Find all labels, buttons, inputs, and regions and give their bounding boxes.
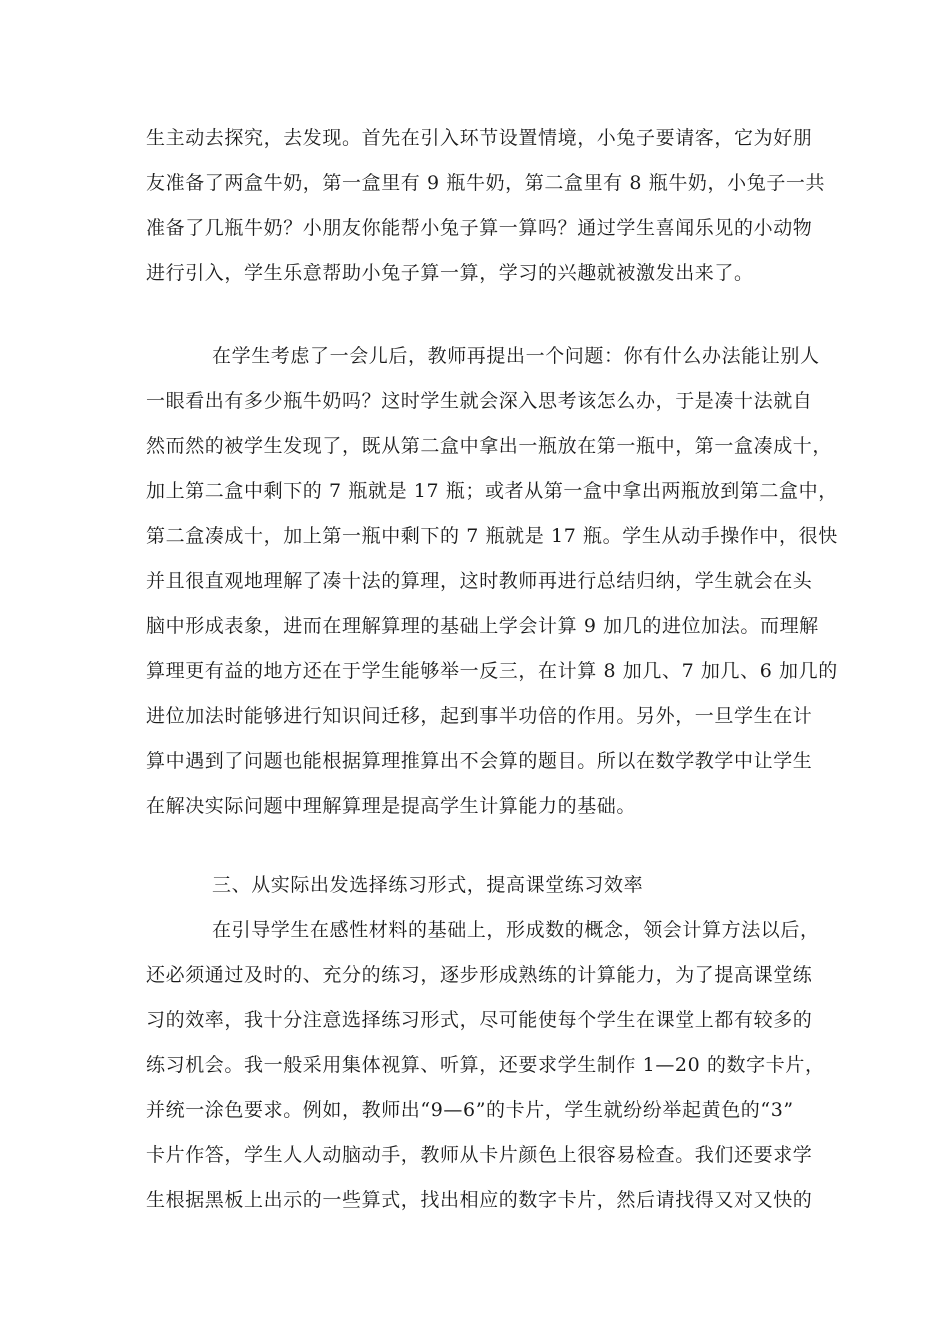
paragraph-2-line-3: 然而然的被学生发现了，既从第二盒中拿出一瓶放在第一瓶中，第一盒凑成十， <box>146 435 833 457</box>
paragraph-3-line-7: 生根据黑板上出示的一些算式，找出相应的数字卡片，然后请找得又对又快的 <box>146 1189 813 1211</box>
paragraph-1-line-4: 进行引入，学生乐意帮助小兔子算一算，学习的兴趣就被激发出来了。 <box>146 262 754 284</box>
paragraph-1-line-2: 友准备了两盒牛奶，第一盒里有 9 瓶牛奶，第二盒里有 8 瓶牛奶，小兔子一共 <box>146 172 826 194</box>
paragraph-3-line-3: 习的效率，我十分注意选择练习形式，尽可能使每个学生在课堂上都有较多的 <box>146 1009 813 1031</box>
paragraph-2-line-4: 加上第二盒中剩下的 7 瓶就是 17 瓶；或者从第一盒中拿出两瓶放到第二盒中， <box>146 480 838 502</box>
paragraph-3-line-2: 还必须通过及时的、充分的练习，逐步形成熟练的计算能力，为了提高课堂练 <box>146 964 813 986</box>
paragraph-2-line-6: 并且很直观地理解了凑十法的算理，这时教师再进行总结归纳，学生就会在头 <box>146 570 813 592</box>
paragraph-3-line-6: 卡片作答，学生人人动脑动手，教师从卡片颜色上很容易检查。我们还要求学 <box>146 1144 813 1166</box>
paragraph-2-line-2: 一眼看出有多少瓶牛奶吗？这时学生就会深入思考该怎么办，于是凑十法就自 <box>146 390 813 412</box>
paragraph-1-line-3: 准备了几瓶牛奶？小朋友你能帮小兔子算一算吗？通过学生喜闻乐见的小动物 <box>146 217 813 239</box>
paragraph-3-line-5: 并统一涂色要求。例如，教师出“9—6”的卡片，学生就纷纷举起黄色的“3” <box>146 1099 794 1121</box>
paragraph-2-line-9: 进位加法时能够进行知识间迁移，起到事半功倍的作用。另外，一旦学生在计 <box>146 705 813 727</box>
paragraph-3-line-4: 练习机会。我一般采用集体视算、听算，还要求学生制作 1—20 的数字卡片， <box>146 1054 825 1076</box>
paragraph-2-line-10: 算中遇到了问题也能根据算理推算出不会算的题目。所以在数学教学中让学生 <box>146 750 813 772</box>
paragraph-2-line-7: 脑中形成表象，进而在理解算理的基础上学会计算 9 加几的进位加法。而理解 <box>146 615 819 637</box>
section-heading: 三、从实际出发选择练习形式，提高课堂练习效率 <box>212 874 644 896</box>
paragraph-1-line-1: 生主动去探究，去发现。首先在引入环节设置情境，小兔子要请客，它为好朋 <box>146 127 813 149</box>
paragraph-3-line-1: 在引导学生在感性材料的基础上，形成数的概念，领会计算方法以后， <box>212 919 820 941</box>
paragraph-2-line-11: 在解决实际问题中理解算理是提高学生计算能力的基础。 <box>146 795 637 817</box>
paragraph-2-line-8: 算理更有益的地方还在于学生能够举一反三，在计算 8 加几、7 加几、6 加几的 <box>146 660 838 682</box>
paragraph-2-line-1: 在学生考虑了一会儿后，教师再提出一个问题：你有什么办法能让别人 <box>212 345 820 367</box>
paragraph-2-line-5: 第二盒凑成十，加上第一瓶中剩下的 7 瓶就是 17 瓶。学生从动手操作中，很快 <box>146 525 838 547</box>
